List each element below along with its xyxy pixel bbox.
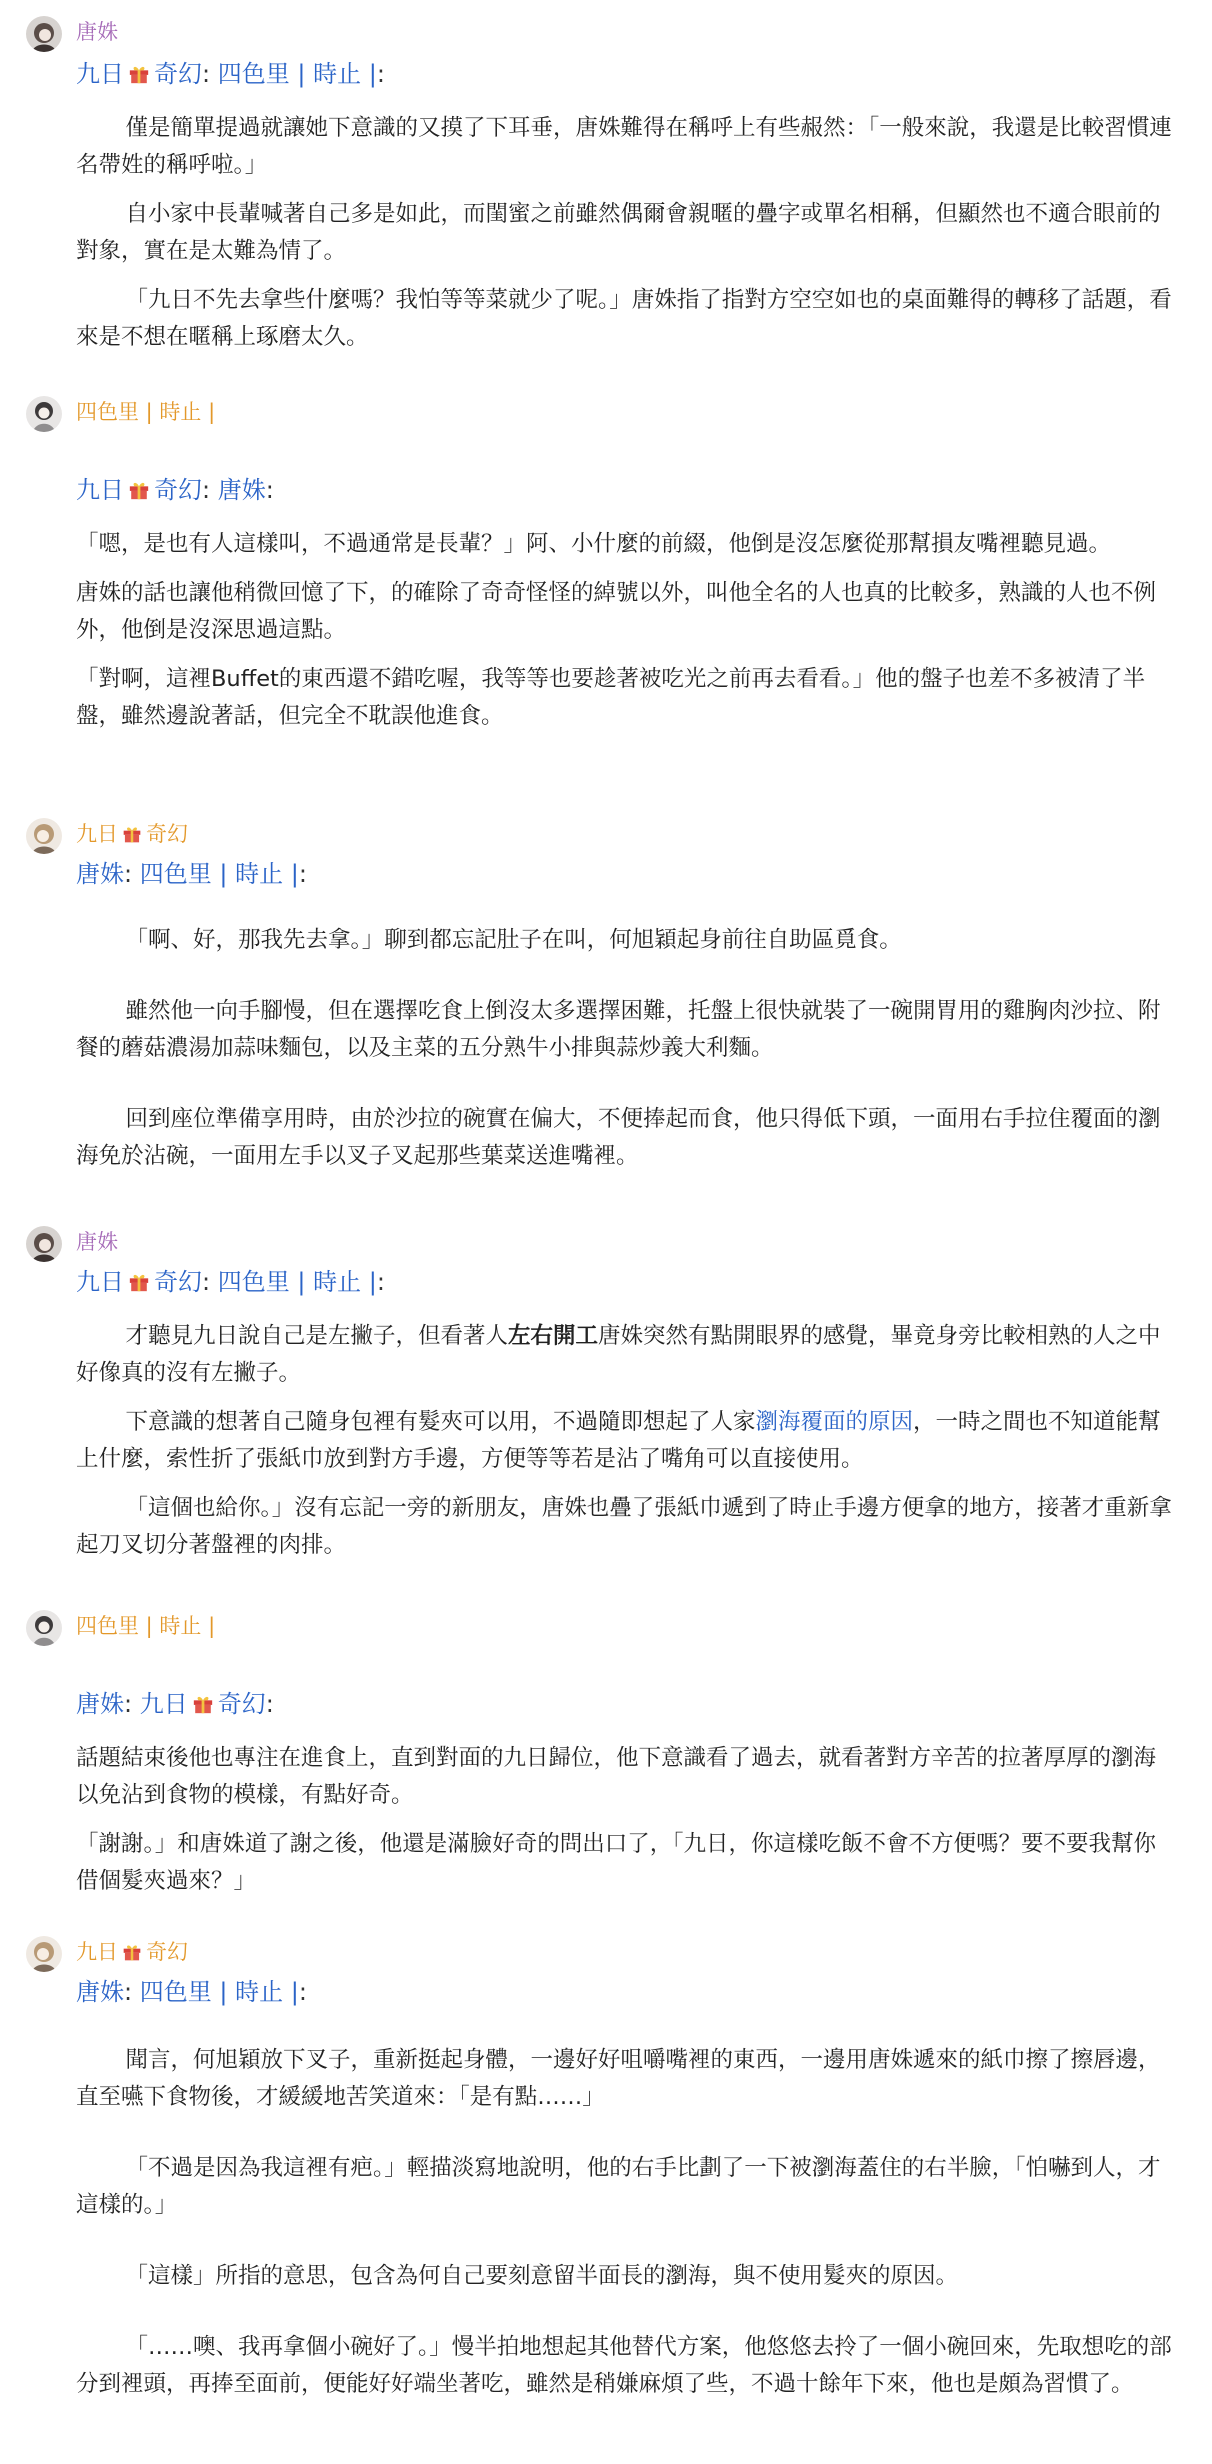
- gift-icon: [128, 479, 150, 501]
- reply-line: 九日 奇幻: 四色里 | 時止 |:: [76, 60, 385, 88]
- reply-user-link[interactable]: 九日 奇幻: [76, 60, 202, 88]
- bold-text: 左右開工: [508, 1323, 599, 1349]
- reply-user-link[interactable]: 九日 奇幻: [76, 476, 202, 504]
- post-paragraph: 「謝謝。」和唐姝道了謝之後，他還是滿臉好奇的問出口了，「九日，你這樣吃飯不會不方便嗎？要不要我幫你借個髮夾過來？」: [76, 1831, 1157, 1894]
- post: [0, 0, 1212, 380]
- post-paragraph: 雖然他一向手腳慢，但在選擇吃食上倒沒太多選擇困難，托盤上很快就裝了一碗開胃用的雞胸肉沙拉、附餐的蘑菇濃湯加蒜味麵包，以及主菜的五分熟牛小排與蒜炒義大利麵。: [76, 998, 1161, 1061]
- gift-icon: [122, 1942, 142, 1962]
- gift-icon: [128, 1271, 150, 1293]
- post: [0, 1220, 1212, 1600]
- post-paragraph: 回到座位準備享用時，由於沙拉的碗實在偏大，不便捧起而食，他只得低下頭，一面用右手拉住覆面的瀏海免於沾碗，一面用左手以叉子叉起那些葉菜送進嘴裡。: [76, 1106, 1161, 1169]
- post-paragraph: 聞言，何旭穎放下叉子，重新挺起身體，一邊好好咀嚼嘴裡的東西，一邊用唐姝遞來的紙巾擦了擦唇邊，直至嚥下食物後，才緩緩地苦笑道來：「是有點……」: [76, 2047, 1161, 2110]
- post: [0, 1604, 1212, 1904]
- avatar[interactable]: [26, 1936, 62, 1972]
- reply-line: 唐姝: 四色里 | 時止 |:: [76, 1978, 307, 2006]
- avatar[interactable]: [26, 1610, 62, 1646]
- post-paragraph: 「這樣」所指的意思，包含為何自己要刻意留半面長的瀏海，與不使用髮夾的原因。: [125, 2263, 959, 2289]
- avatar[interactable]: [26, 16, 62, 52]
- avatar[interactable]: [26, 818, 62, 854]
- inline-link[interactable]: 瀏海覆面的原因: [755, 1409, 914, 1435]
- reply-user-link[interactable]: 唐姝: [76, 860, 124, 888]
- reply-line: 九日 奇幻: 唐姝:: [76, 476, 274, 504]
- reply-user-link[interactable]: 唐姝: [217, 476, 266, 504]
- author-name[interactable]: 九日 奇幻: [76, 1940, 188, 1964]
- reply-user-link[interactable]: 四色里: [139, 860, 212, 888]
- post-paragraph: 僅是簡單提過就讓她下意識的又摸了下耳垂，唐姝難得在稱呼上有些赧然：「一般來說，我還是比較習慣連名帶姓的稱呼啦。」: [76, 115, 1172, 178]
- author-name[interactable]: 四色里 | 時止 |: [76, 400, 216, 424]
- post-paragraph: 「嗯，是也有人這樣叫，不過通常是長輩？」阿、小什麼的前綴，他倒是沒怎麼從那幫損友嘴裡聽見過。: [76, 531, 1112, 557]
- author-name[interactable]: 四色里 | 時止 |: [76, 1614, 216, 1638]
- author-name[interactable]: 唐姝: [76, 20, 118, 44]
- reply-user-link[interactable]: 四色里: [217, 60, 290, 88]
- post-paragraph: 「不過是因為我這裡有疤。」輕描淡寫地說明，他的右手比劃了一下被瀏海蓋住的右半臉，「怕嚇到人，才這樣的。」: [76, 2155, 1161, 2218]
- post-paragraph: 「九日不先去拿些什麼嗎？我怕等等菜就少了呢。」唐姝指了指對方空空如也的桌面難得的轉移了話題，看來是不想在暱稱上琢磨太久。: [76, 287, 1172, 350]
- gift-icon: [122, 824, 142, 844]
- reply-line: 九日 奇幻: 四色里 | 時止 |:: [76, 1268, 385, 1296]
- post-paragraph: 才聽見九日說自己是左撇子，但看著人左右開工唐姝突然有點開眼界的感覺，畢竟身旁比較相熟的人之中好像真的沒有左撇子。: [76, 1323, 1161, 1386]
- post-paragraph: 話題結束後他也專注在進食上，直到對面的九日歸位，他下意識看了過去，就看著對方辛苦的拉著厚厚的瀏海以免沾到食物的模樣，有點好奇。: [76, 1745, 1157, 1808]
- post-paragraph: 「對啊，這裡Buffet的東西還不錯吃喔，我等等也要趁著被吃光之前再去看看。」他的盤子也差不多被清了半盤，雖然邊說著話，但完全不耽誤他進食。: [76, 666, 1146, 729]
- reply-user-link[interactable]: 四色里: [139, 1978, 212, 2006]
- author-name[interactable]: 唐姝: [76, 1230, 118, 1254]
- reply-user-link[interactable]: 九日 奇幻: [139, 1690, 266, 1718]
- reply-line: 唐姝: 四色里 | 時止 |:: [76, 860, 307, 888]
- avatar[interactable]: [26, 1226, 62, 1262]
- post-paragraph: 下意識的想著自己隨身包裡有髮夾可以用，不過隨即想起了人家瀏海覆面的原因，一時之間也不知道能幫上什麼，索性折了張紙巾放到對方手邊，方便等等若是沾了嘴角可以直接使用。: [76, 1409, 1161, 1472]
- reply-user-link[interactable]: 時止: [313, 1268, 362, 1296]
- reply-user-link[interactable]: 時止: [235, 860, 284, 888]
- gift-icon: [192, 1693, 214, 1715]
- post-paragraph: 「這個也給你。」沒有忘記一旁的新朋友，唐姝也疊了張紙巾遞到了時止手邊方便拿的地方，接著才重新拿起刀叉切分著盤裡的肉排。: [76, 1495, 1172, 1558]
- post-paragraph: 「……噢、我再拿個小碗好了。」慢半拍地想起其他替代方案，他悠悠去拎了一個小碗回來，先取想吃的部分到裡頭，再捧至面前，便能好好端坐著吃，雖然是稍嫌麻煩了些，不過十餘年下來，他也是頗為習慣了。: [76, 2334, 1172, 2397]
- reply-user-link[interactable]: 唐姝: [76, 1690, 124, 1718]
- gift-icon: [128, 63, 150, 85]
- reply-user-link[interactable]: 四色里: [217, 1268, 290, 1296]
- post-paragraph: 自小家中長輩喊著自己多是如此，而閨蜜之前雖然偶爾會親暱的疊字或單名相稱，但顯然也不適合眼前的對象，實在是太難為情了。: [76, 201, 1161, 264]
- reply-user-link[interactable]: 唐姝: [76, 1978, 124, 2006]
- avatar[interactable]: [26, 396, 62, 432]
- reply-user-link[interactable]: 時止: [235, 1978, 284, 2006]
- author-name[interactable]: 九日 奇幻: [76, 822, 188, 846]
- post: [0, 812, 1212, 1212]
- reply-user-link[interactable]: 九日 奇幻: [76, 1268, 202, 1296]
- reply-line: 唐姝: 九日 奇幻:: [76, 1690, 274, 1718]
- post-paragraph: 「啊、好，那我先去拿。」聊到都忘記肚子在叫，何旭穎起身前往自助區覓食。: [125, 927, 902, 953]
- reply-user-link[interactable]: 時止: [313, 60, 362, 88]
- post: [0, 1930, 1212, 2464]
- post-paragraph: 唐姝的話也讓他稍微回憶了下，的確除了奇奇怪怪的綽號以外，叫他全名的人也真的比較多，熟識的人也不例外，他倒是沒深思過這點。: [76, 580, 1157, 643]
- post: [0, 390, 1212, 810]
